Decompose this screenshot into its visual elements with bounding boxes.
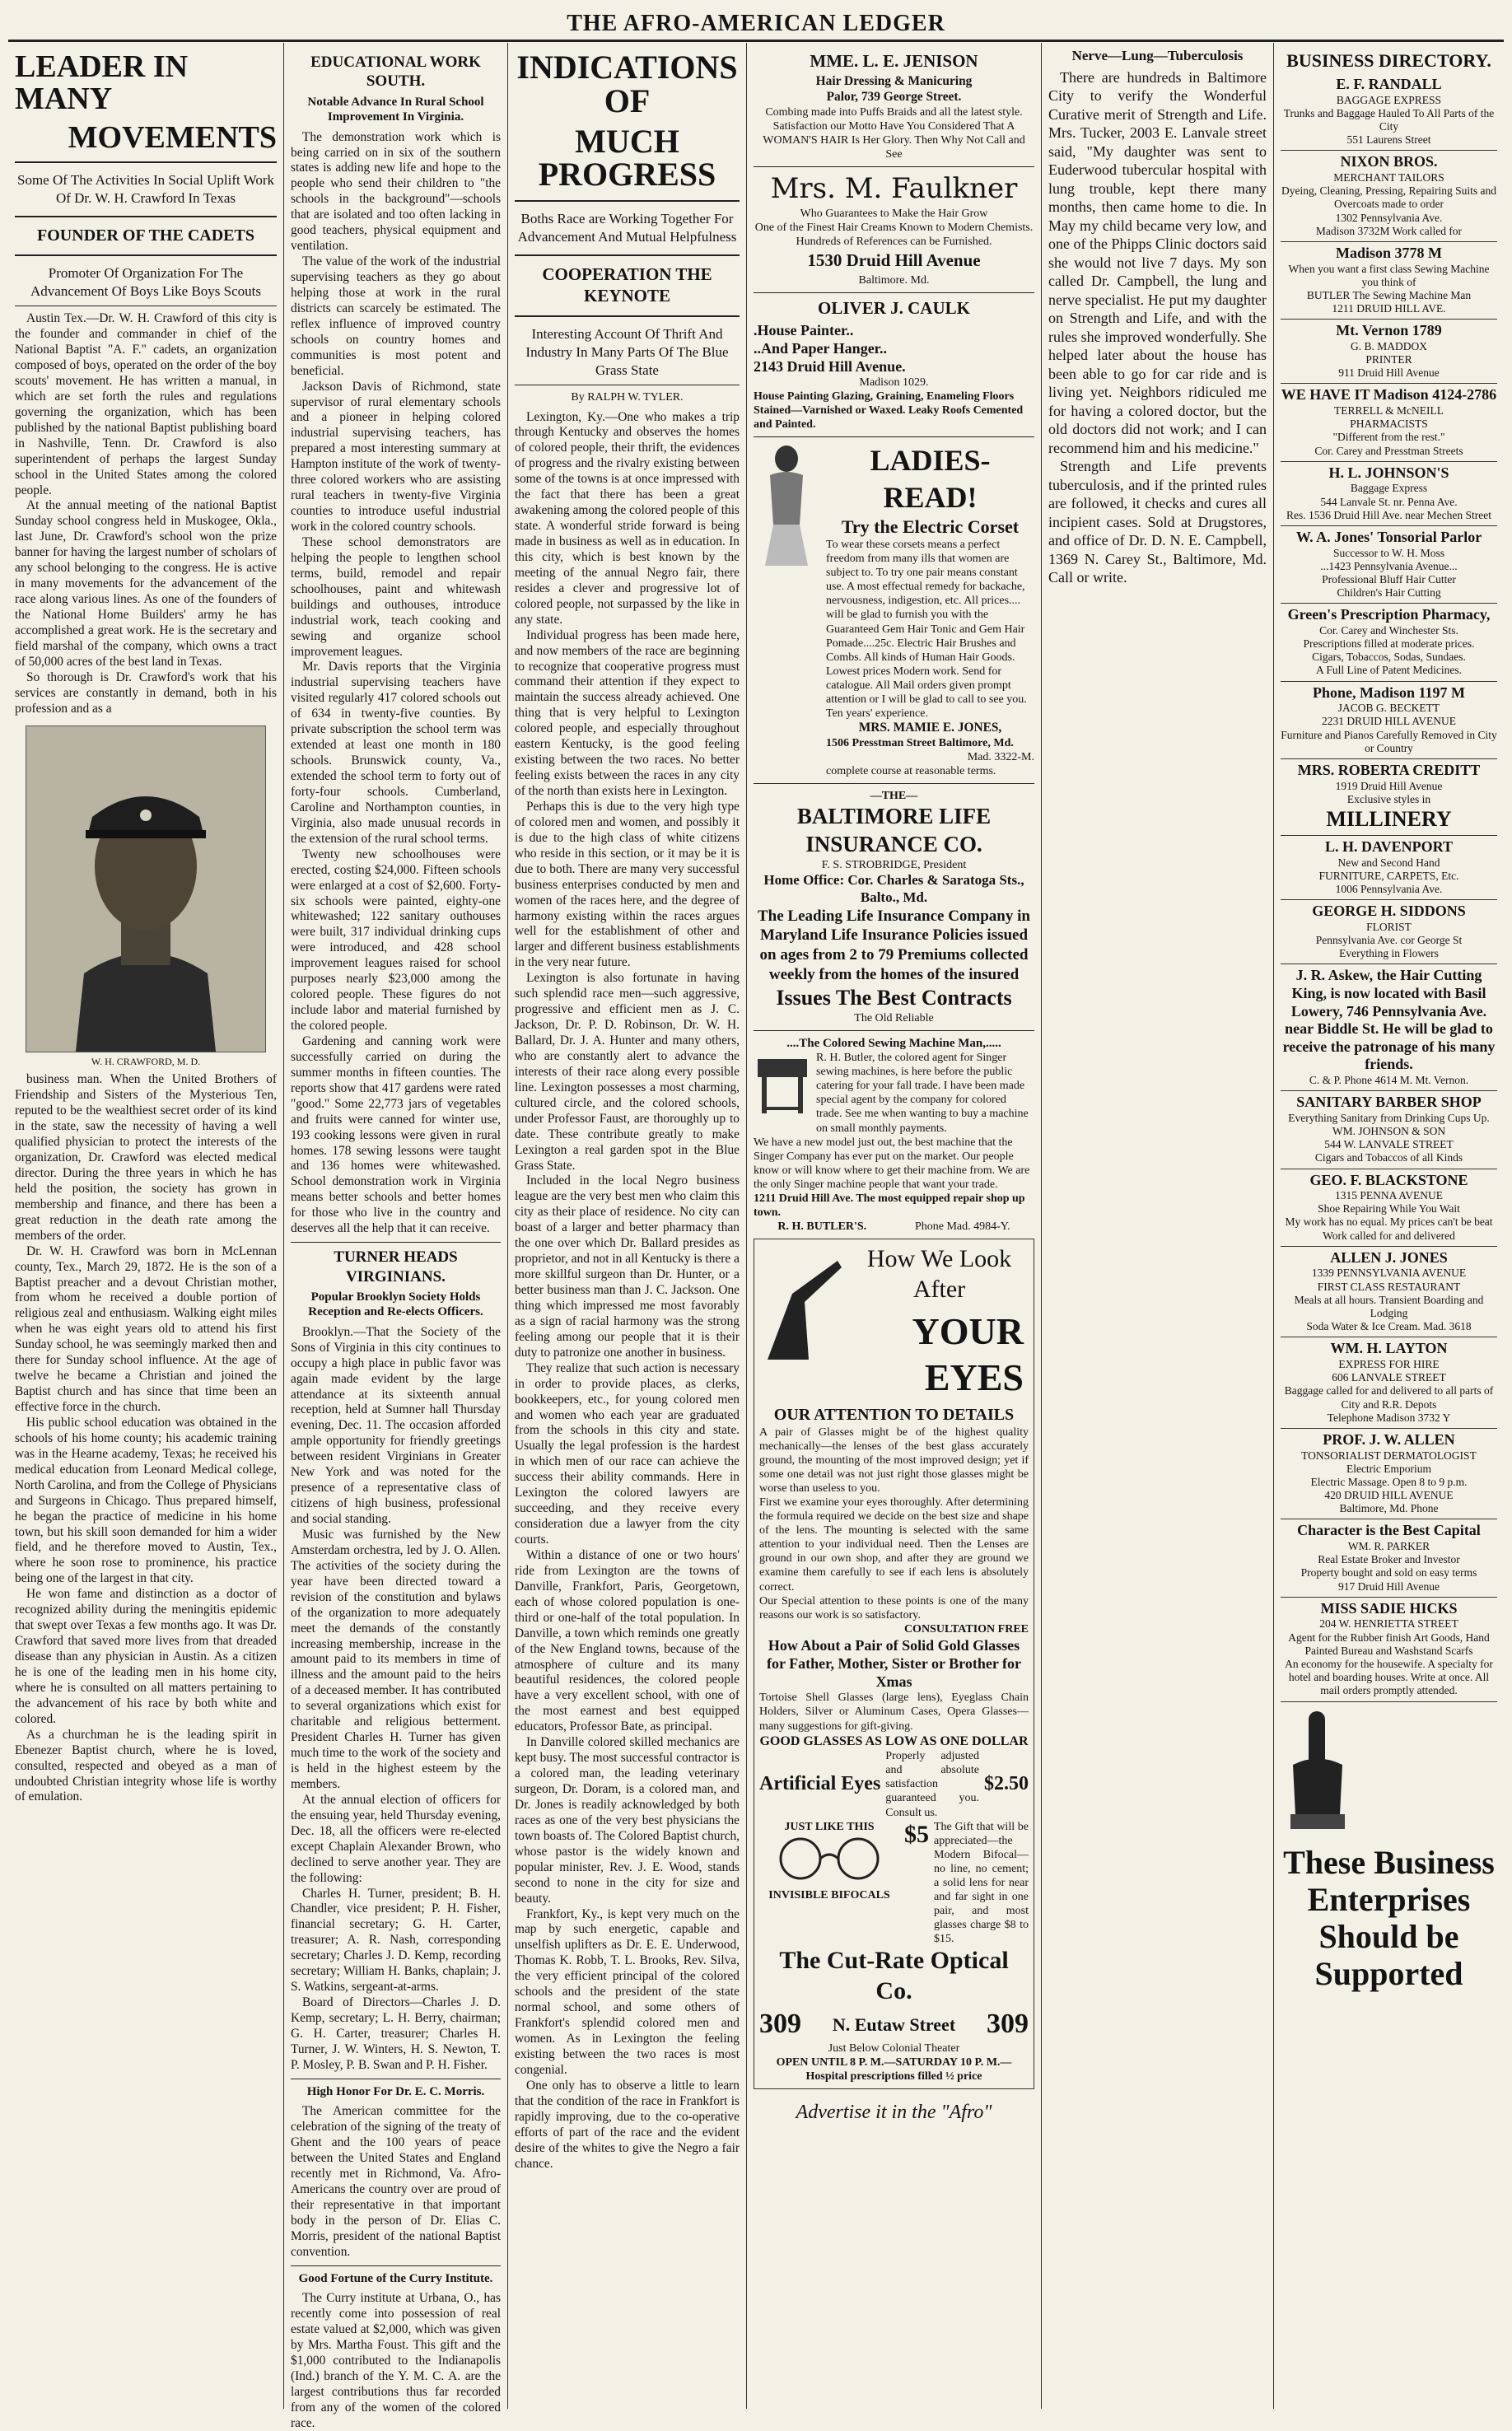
directory-entry-line: When you want a first class Sewing Machine you think of [1288, 262, 1490, 288]
divider [15, 161, 277, 163]
directory-entry-name: SANITARY BARBER SHOP [1296, 1094, 1482, 1111]
ad-body: To wear these corsets means a perfect freedom from many ills that women are subject to. To try one pair means constant use. A most effectual remedy for backache, nervousness, indigestion, etc. All prices.... will be glad to furnish you with the Guaranteed Gem Hair Tonic and Gem Hair Pomade....25c. Electric Hair Brushes and Combs. All kinds of Human Hair Goods. Lowest prices Modern work. Send for catalogue. All Mail orders given prompt attention or I will be glad to call to see you. Ten years' experience. [826, 539, 1027, 720]
directory-title: BUSINESS DIRECTORY. [1286, 50, 1491, 71]
divider [754, 1030, 1034, 1031]
ad-body: R. H. Butler, the colored agent for Singer sewing machines, is here before the public catering for your fall trade. I have been made special agent by the company for colored trade. See me when wanting to buy a machine on small monthly payments. [816, 1052, 1029, 1135]
ad-slogan: Issues The Best Contracts [776, 985, 1012, 1010]
ad-artificial-eyes: Artificial Eyes [759, 1773, 881, 1795]
ad-xmas: How About a Pair of Solid Gold Glasses for Father, Mother, Sister or Brother for Xmas [767, 1636, 1021, 1691]
ad-body-3: Our Special attention to these points is one of the many reasons our work is so satisfactory. [759, 1594, 1029, 1621]
directory-entry-line: Everything in Flowers [1339, 947, 1439, 960]
article-paragraph: Within a distance of one or two hours' ride from Lexington are the towns of Danville, Frankfort, Paris, Georgetown, each of whose colored population is one-third or one-half of the total population. In Danville, a town which reminds one greatly of the New England towns, because of the atmosphere of culture and its many beautiful residences, the colored people have a very excellent school, with one of the most earnest and best equipped educators, Professor Bate, as principal. [515, 1547, 740, 1734]
divider [515, 315, 740, 317]
closing-line: Should be [1318, 1918, 1459, 1956]
article-paragraph: Individual progress has been made here, and now members of the race are beginning to recognize that cooperative progress must command their attention if they expect to maintain the success already achieved. One thing that is very helpful to Lexington colored people, and especially throughout eastern Kentucky, is the good feeling existing between the two races. No better feeling exists between the races in any city of the north than exists here in Lexington. [515, 628, 740, 799]
directory-entry-line: Electric Emporium [1346, 1462, 1432, 1475]
directory-entry-name: J. R. Askew, the Hair Cutting King, is now located with Basil Lowery, 746 Pennsylvania Ave. near Biddle St. He will be glad to receive the patronage of his many friends. [1282, 967, 1496, 1073]
ad-dollar: GOOD GLASSES AS LOW AS ONE DOLLAR [759, 1733, 1029, 1748]
directory-entry [1281, 1429, 1497, 1520]
directory-entry-line: TERRELL & McNEILL [1334, 404, 1444, 418]
article-paragraph: business man. When the United Brothers of Friendship and Sisters of the Mysterious Ten, reputed to be the wealthiest secret order of its kind in the state, saw the necessity of having a well qualified physician to protect the interests of the organization, Dr. Crawford was elected medical director. During the three years in which he has held the position, the society has grown in membership and finance, and there has been a great reduction in the death rate among the members of the order. [15, 1072, 277, 1243]
ad-title: LADIES-READ! [870, 444, 991, 514]
directory-entry-name: PROF. J. W. ALLEN [1323, 1430, 1455, 1448]
article-paragraph: Dr. W. H. Crawford was born in McLennan county, Tex., March 29, 1872. He is the son of a Baptist preacher and a devout Christian mother, from whom he received a double portion of religious zeal and enthusiasm. Walking eight miles when he was eight years old to attend his first Sunday school, he was seemingly marked then and there for Sunday school influence. At the age of twelve he became a Christian and joined the Baptist church and has since that time been an effective force in the church. [15, 1243, 277, 1415]
directory-entry [1281, 526, 1497, 604]
directory-entry-line: EXPRESS FOR HIRE [1338, 1357, 1440, 1370]
divider [754, 783, 1034, 784]
article-paragraph: These school demonstrators are helping the people to lengthen school terms, build, remodel and repair schoolhouses, paint and whitewash buildings and outhouses, introduce industrial work, teach cooking and sewing and organize school improvement leagues. [291, 534, 501, 659]
ad-phone: Madison 1029. [859, 376, 929, 390]
directory-entry-line: Work called for and delivered [1323, 1229, 1455, 1242]
directory-entry [1281, 1169, 1497, 1247]
column-crawford [8, 43, 284, 2409]
directory-entry-line: WM. R. PARKER [1347, 1540, 1430, 1553]
ad-city: Baltimore. Md. [858, 273, 930, 287]
column-progress [508, 43, 747, 2409]
directory-entry-line: My work has no equal. My prices can't be beat [1285, 1216, 1493, 1229]
ad-address: 1506 Presstman Street Baltimore, Md. [826, 737, 1014, 750]
article-paragraph: Perhaps this is due to the very high type of colored men and women, and possibly it is due to the high class of white citizens who reside in this section, or it may be it is due to both. There are many very successful business enterprises conducted by men and women of the races here, and the degree of harmony existing within the races argues well for the establishment of other and larger and different business establishments in the very near future. [515, 799, 740, 970]
headline-line-1: INDICATIONS OF [516, 49, 738, 119]
directory-entry-name: Madison 3778 M [1335, 244, 1442, 261]
ad-headline: How We Look After [866, 1245, 1012, 1304]
closing-message [1281, 1845, 1497, 1992]
directory-entry [1281, 242, 1497, 320]
subheadline-2: Interesting Account Of Thrift And Industry In Many Parts Of The Blue Grass State [525, 326, 729, 379]
divider [754, 292, 1034, 293]
directory-entry-line: Prescriptions filled at moderate prices. [1303, 637, 1475, 651]
directory-entry [1281, 1519, 1497, 1597]
directory-entry-line: Trunks and Baggage Hauled To All Parts of the City [1283, 106, 1495, 133]
article-paragraph: They realize that such action is necessary in order to provide places, as clerks, bookkeepers, etc., for young colored men and women who each year are graduated from the schools in this city and state. Usually the legal profession is the hardest in which men of our race can achieve the success their ability commands. Here in Lexington the colored lawyers are succeeding, and they receive every consideration due a lawyer from the city courts. [515, 1360, 740, 1547]
directory-entry-line: FURNITURE, CARPETS, Etc. [1318, 869, 1459, 882]
directory-entry-line: Cor. Carey and Winchester Sts. [1319, 623, 1458, 637]
divider [754, 436, 1034, 437]
ad-title: BALTIMORE LIFE INSURANCE CO. [796, 804, 992, 856]
directory-entry-name: L. H. DAVENPORT [1324, 838, 1454, 856]
directory-entry-line: MERCHANT TAILORS [1333, 170, 1444, 184]
divider [515, 254, 740, 256]
article-paragraph: At the annual election of officers for the ensuing year, held Thursday evening, Dec. 18, all the officers were re-elected except Chaplain Alexander Brown, who declined to serve another year. They are the following: [291, 1792, 501, 1885]
directory-entry-line: Agent for the Rubber finish Art Goods, Hand Painted Bureau and Washstand Scarfs [1288, 1631, 1490, 1657]
article-heading: High Honor For Dr. E. C. Morris. [306, 2084, 485, 2098]
directory-entry-line: Madison 3732M Work called for [1315, 224, 1463, 237]
directory-entry-line: 204 W. HENRIETTA STREET [1319, 1617, 1458, 1631]
ad-body-2: We have a new model just out, the best machine that the Singer Company has ever put on the market. Our people know or will know where to get their machine from. We are the only Singer machine people that want your trade. [754, 1136, 1030, 1191]
ad-paragraph: Strength and Life prevents tuberculosis, and if the printed rules are followed, it checks and cures all incipient cases. Sold at Drugstores, and office of Dr. D. N. E. Campbell, 1369 N. Carey St., Baltimore, Md. Call or write. [1048, 458, 1267, 586]
directory-entry-line: 551 Laurens Street [1346, 133, 1431, 147]
article-paragraph: So thorough is Dr. Crawford's work that his services are constantly in demand, both in his profession and as a [15, 670, 277, 716]
subheadline: Some Of The Activities In Social Uplift Work Of Dr. W. H. Crawford In Texas [17, 172, 274, 207]
article-paragraph: Lexington is also fortunate in having such splendid race men—such aggressive, progressive and efficient men as J. C. Jackson, Dr. P. D. Robinson, Dr. W. H. Ballard, Dr. J. A. Hunter and many others, who are constantly alert to advance the interests of their race along every possible line. Lexington possesses a most charming, cultured circle, and the colored schools, under Professor Faust, are thoroughly up to date. These contribute greatly to make Lexington a real garden spot in the Blue Grass State. [515, 971, 740, 1173]
directory-entry-line: FIRST CLASS RESTAURANT [1317, 1280, 1461, 1293]
directory-entry [1281, 759, 1497, 836]
article-paragraph: Jackson Davis of Richmond, state supervisor of rural elementary schools and a pioneer in helping colored industrial supervising teachers, has prepared a most interesting summary at Hampton institute of the work of twenty-three colored workers who are assisting rural teachers in twenty-five Virginia counties to introduce useful industrial work in the colored country schools. [291, 379, 501, 534]
directory-entry-line: 1315 PENNA AVENUE [1334, 1189, 1443, 1202]
ad-hours: OPEN UNTIL 8 P. M.—SATURDAY 10 P. M.—Hospital prescriptions filled ½ price [776, 2056, 1012, 2083]
article-heading: Good Fortune of the Curry Institute. [298, 2271, 493, 2285]
directory-entry-name: Character is the Best Capital [1297, 1522, 1481, 1539]
ad-paragraph: There are hundreds in Baltimore City to verify the Wonderful Curative merit of Strength and Life. Mrs. Tucker, 2003 E. Lanvale street said, "My daughter was sent to Euderwood tubercular hospital with lung trouble, kept there many months, then came home to die. In May my child became very low, and one of the Phipps Clinic doctors said she would not live 7 days. My son called Dr. Campbell, the lung and nerve specialist. He put my daughter on Strength and Life, and with the rules she improved wonderfully. She helped later about the house has been able to go for car ride and is living yet. Neighbors ridiculed me for having a colored doctor, but the old doctors did not work; and I can recommend him and his medicine." [1048, 68, 1267, 456]
directory-entry-line: TONSORIALIST DERMATOLOGIST [1301, 1449, 1477, 1462]
article-paragraph: Music was furnished by the New Amsterdam orchestra, led by J. O. Allen. The activities of the society during the year have been directed toward a revision of the constitution and bylaws of the organization to more adequately meet the demands of the constantly increasing membership, increase in the amount paid to its members in time of illness and the amount paid to the heirs of a deceased member. It has contributed to several organizations which exist for charitable and religious betterment. President Charles H. Turner has given much time to the work of the society and is held in the highest esteem by the members. [291, 1527, 501, 1791]
article-paragraph: Lexington, Ky.—One who makes a trip through Kentucky and observes the homes of colored people, their thrift, the evidences of progress and the rivalry existing between some of the towns is at once impressed with the fact that there has been a great awakening among the colored people of this state. A wonderful stride forward is being made in business as well as in education. In this city, which is best known by the meeting of the annual Negro fair, there resides a clever and progressive lot of colored people, not surpassed by the like in any state. [515, 409, 740, 627]
directory-entry-line: 544 Lanvale St. nr. Penna Ave. [1320, 495, 1458, 508]
directory-entry-line: 917 Druid Hill Avenue [1337, 1579, 1440, 1593]
article-paragraph: In Danville colored skilled mechanics are kept busy. The most successful contractor is a colored man, the leading veterinary surgeon, Dr. Doram, is a colored man, and Dr. Jones is readily acknowledged by both races as one of the very best physicians the town boasts of. The Colored Baptist church, whose pastor is the widely known and popular minister, Rev. J. E. Wood, stands second to none in the city for size and beauty. [515, 1735, 740, 1906]
directory-entry [1281, 682, 1497, 759]
directory-entry-name: W. A. Jones' Tonsorial Parlor [1295, 528, 1482, 545]
ad-number-right: 309 [986, 2009, 1029, 2040]
directory-entry [1281, 1598, 1497, 1702]
ad-body: A pair of Glasses might be of the highest quality mechanically—the lenses of the best glass accurately ground, the mounting of the most improved design; yet if some one detail was not just right those glasses might be worse than useless to you. [759, 1425, 1029, 1495]
ad-subtitle: OUR ATTENTION TO DETAILS [773, 1406, 1015, 1425]
ad-invisible: INVISIBLE BIFOCALS [768, 1888, 890, 1901]
ad-body: Combing made into Puffs Braids and all the latest style. Satisfaction our Motto Have You Considered That A WOMAN'S HAIR Is Her Glory. Then Why Not Call and See [763, 105, 1025, 161]
directory-entry-name: ALLEN J. JONES [1330, 1248, 1448, 1266]
divider [291, 2265, 501, 2266]
ad-street: N. Eutaw Street [832, 2013, 956, 2035]
directory-entry [1281, 462, 1497, 526]
directory-entry-line: "Different from the rest." [1332, 431, 1445, 444]
directory-entry-line: Cor. Carey and Presstman Streets [1314, 444, 1463, 457]
divider [754, 166, 1034, 167]
masthead: THE AFRO-AMERICAN LEDGER [8, 0, 1504, 42]
article-paragraph: Charles H. Turner, president; B. H. Chandler, vice president; P. H. Fisher, financial secretary; G. H. Carter, treasurer; A. R. Nash, corresponding secretary; Charles J. D. Kemp, recording secretary; William H. Banks, chaplain; J. S. Watkins, sergeant-at-arms. [291, 1886, 501, 1995]
article-paragraph: He won fame and distinction as a doctor of recognized ability during the meningitis epidemic that swept over Texas a few months ago. It was Dr. Crawford that saved more lives from that dreaded disease than any physician in Austin. As a citizen he is one of the leading men in his home city, where he is consulted on all matters pertaining to the advancement of his race by both white and colored. [15, 1587, 277, 1726]
directory-entry [1281, 900, 1497, 964]
directory-entry-line: Successor to W. H. Moss [1332, 546, 1444, 559]
article-paragraph: Gardening and canning work were successfully carried on during the summer months in fifteen counties. The reports show that 417 gardens were rated "good." Some 22,773 jars of vegetables and fruits were canned for winter use, 193 cooking lessons were given in rural homes. 178 sewing lessons were taught and 136 homes were whitewashed. School demonstration work in Virginia means better schools and better homes for those who live in the country and deserves all the help that it can receive. [291, 1034, 501, 1236]
article-paragraph: One only has to observe a little to learn that the condition of the race in Frankfort is rapidly improving, due to the co-operative efforts of part of the race and the evident desire of the whites to give the Negro a fair chance. [515, 2078, 740, 2171]
directory-entry-line: Everything Sanitary from Drinking Cups Up. [1288, 1111, 1490, 1124]
spectacles-icon [763, 1834, 895, 1883]
directory-entry-line: 1919 Druid Hill Avenue [1335, 779, 1443, 792]
directory-entry-line: MILLINERY [1326, 806, 1452, 831]
ad-jenison [754, 51, 1034, 161]
finger-pointing-illustration [759, 1244, 850, 1368]
article-subheading: Popular Brooklyn Society Holds Reception and Re-elects Officers. [308, 1290, 483, 1319]
headline-line-2: MUCH PROGRESS [538, 122, 716, 194]
directory-list [1281, 73, 1497, 1701]
directory-entry-name: E. F. RANDALL [1336, 76, 1442, 93]
directory-entry-line: Property bought and sold on easy terms [1300, 1566, 1477, 1579]
ad-electric-corset [754, 442, 1034, 778]
directory-entry [1281, 964, 1497, 1091]
ad-line: ..And Paper Hanger.. [754, 339, 888, 357]
ad-five: $5 [904, 1820, 929, 1848]
article-heading: EDUCATIONAL WORK SOUTH. [310, 54, 481, 91]
ad-line: Hair Dressing & Manicuring [815, 73, 973, 88]
column-business-directory [1274, 43, 1504, 2409]
directory-entry-line: 1302 Pennsylvania Ave. [1335, 211, 1443, 224]
ad-address: 2143 Druid Hill Avenue. [754, 358, 906, 376]
ad-just-like: JUST LIKE THIS [784, 1820, 875, 1833]
directory-entry-line: Pennsylvania Ave. cor George St [1315, 934, 1463, 947]
divider [291, 1242, 501, 1243]
directory-entry-line: 420 DRUID HILL AVENUE [1324, 1489, 1454, 1502]
article-paragraph: As a churchman he is the leading spirit in Ebenezer Baptist church, where he is loved, consulted, respected and obeyed as a man of undoubted Christian integrity whose life is worthy of emulation. [15, 1727, 277, 1804]
article-paragraph: The American committee for the celebration of the signing of the treaty of Ghent and the 100 years of peace between the United States and England recently met in Richmond, Va. Afro-Americans the country over are proud of their representative in that important body in the person of Dr. Elias C. Morris, president of the national Baptist convention. [291, 2104, 501, 2259]
directory-entry-name: WM. H. LAYTON [1330, 1340, 1448, 1357]
directory-entry-line: C. & P. Phone 4614 M. Mt. Vernon. [1309, 1073, 1469, 1086]
article-paragraph: At the annual meeting of the national Baptist Sunday school congress held in Muskogee, Okla., last June, Dr. Crawford's school won the prize banner for having the largest number of scholars of any school belonging to the congress. He is active in many movements for the advancement of the race along various lines. As one of the founders of the National Home Builders' army he has accomplished a great work. He is the secretary and field marshal of the company, which owns a tract of 50,000 acres of the best land in Texas. [15, 498, 277, 669]
headline-line-2: MOVEMENTS [68, 119, 277, 155]
directory-entry-line: Real Estate Broker and Investor [1318, 1553, 1460, 1566]
article-paragraph: The demonstration work which is being carried on in six of the southern states is adding new life and hope to the people who send their children to "the schools in the background"—schools that are isolated and too often lacking in good teachers, physical equipment and ventilation. [291, 129, 501, 254]
ad-baltimore-life [754, 789, 1034, 1024]
directory-entry-line: Children's Hair Cutting [1337, 586, 1441, 600]
ad-body: The Leading Life Insurance Company in Maryland Life Insurance Policies issued on ages from 2 to 79 Premiums collected weekly from the homes of the insured [758, 907, 1030, 983]
directory-entry-line: Baggage Express [1350, 482, 1428, 495]
directory-entry-line: 1006 Pennsylvania Ave. [1335, 883, 1443, 896]
ad-line: Palor, 739 George Street. [826, 89, 962, 104]
directory-entry-line: BAGGAGE EXPRESS [1336, 93, 1442, 106]
article-paragraph: His public school education was obtained in the schools of his home county; his academic training was in the Hearne academy, Texas; he received his medical education from Leonard Medical college, North Carolina, and from the College of Physicians and Surgeons in Chicago. Thus prepared himself, he began the practice of medicine in his home town, but his skill soon demanded for him a wider field, and he therefore moved to Austin, Tex., where he soon rose to prominence, his practice being one of the largest in that city. [15, 1415, 277, 1586]
directory-entry-line: Soda Water & Ice Cream. Mad. 3618 [1306, 1320, 1472, 1333]
directory-entry-line: Exclusive styles in [1346, 792, 1431, 805]
directory-entry-line: 2231 DRUID HILL AVENUE [1321, 715, 1457, 728]
article-heading: TURNER HEADS VIRGINIANS. [334, 1248, 458, 1285]
ad-gifts: Tortoise Shell Glasses (large lens), Eyeglass Chain Holders, Silver or Aluminum Cases, Opera Glasses—many suggestions for gift-giving. [759, 1691, 1029, 1733]
ad-title: OLIVER J. CAULK [818, 297, 970, 318]
sewing-machine-illustration [754, 1051, 811, 1117]
directory-entry-line: Baltimore, Md. Phone [1339, 1502, 1439, 1515]
section-heading: FOUNDER OF THE CADETS [37, 226, 254, 245]
column-ads [747, 43, 1042, 2409]
portrait-photo [26, 726, 266, 1052]
divider [15, 216, 277, 217]
ad-name: R. H. BUTLER'S. [777, 1220, 867, 1234]
directory-entry-line: WM. JOHNSON & SON [1332, 1124, 1446, 1137]
article-paragraph: Austin Tex.—Dr. W. H. Crawford of this city is the founder and commander in chief of the National Baptist "A. F." cadets, an organization composed of boys, operated on the order of the boy scouts' movement. He has written a manual, in which are set forth the rules and regulations governing the organization, which has been published by the national Baptist publishing board in Nashville, Tenn. Dr. Crawford is also superintendent of perhaps the largest Sunday school in the United States among the colored people. [15, 311, 277, 497]
ad-title: ....The Colored Sewing Machine Man,..... [786, 1036, 1001, 1050]
ad-line: .House Painter.. [754, 321, 854, 338]
directory-entry-line: PHARMACISTS [1350, 418, 1428, 431]
article-paragraph: Brooklyn.—That the Society of the Sons of Virginia in this city continues to occupy a high place in public favor was again made evident by the large attendance at its sixteenth annual reception, held at Sumner hall Thursday evening, Dec. 11. The occasion afforded ample opportunity for friendly greetings between resident Virginians in Greater New York and was noted for the presence of a representative class of citizens of high business, professional and social standing. [291, 1324, 501, 1526]
article-paragraph: Mr. Davis reports that the Virginia industrial supervising teachers have visited regularly 417 colored schools out of 634 in twenty-five counties. By private subscription the school term was extended at least one month in 180 schools. Brunswick county, Va., extended the school term to forty out of forty-four schools. Cumberland, Caroline and Northampton counties, in Virginia, also made unusual records in the extension of the rural school terms. [291, 660, 501, 846]
directory-entry-name: Phone, Madison 1197 M [1312, 684, 1466, 701]
directory-entry-name: MISS SADIE HICKS [1320, 1599, 1458, 1617]
directory-entry [1281, 1337, 1497, 1429]
directory-entry-line: JACOB G. BECKETT [1337, 702, 1440, 715]
article-paragraph: The value of the work of the industrial supervising teachers as they go about helping those at work in the rural districts can scarcely be estimated. The reflex influence of improved country schools on country homes and communities is most potent and beneficial. [291, 254, 501, 378]
directory-entry-line: 1339 PENNSYLVANIA AVENUE [1311, 1267, 1467, 1280]
divider [15, 254, 277, 256]
divider [515, 200, 740, 202]
ad-company: The Cut-Rate Optical Co. [779, 1947, 1009, 2005]
directory-entry-name: H. L. JOHNSON'S [1328, 464, 1449, 481]
ad-line: One of the Finest Hair Creams Known to Modern Chemists. [754, 221, 1034, 234]
article-paragraph: Included in the local Negro business league are the very best men who claim this city as their place of residence. No city can boast of a larger and better pharmacy than the one over which Dr. Ballard presides as proprietor, and not in all Kentucky is there a more skillful surgeon than Dr. Hunter, or a better business man than J. C. Jackson. One thing which impressed me most favorably as a sign of racial harmony was the strong feeling among our people that it is their duty to patronize one another in business. [515, 1174, 740, 1360]
directory-entry [1281, 1247, 1497, 1338]
directory-entry-line: PRINTER [1365, 353, 1412, 366]
directory-entry-line: Cigars and Tobaccos of all Kinds [1314, 1151, 1463, 1164]
ad-president: F. S. STROBRIDGE, President [821, 858, 967, 871]
advertise-footer: Advertise it in the "Afro" [796, 2102, 992, 2124]
subheadline: Boths Race are Working Together For Advancement And Mutual Helpfulness [517, 211, 737, 245]
directory-entry-line: Telephone Madison 3732 Y [1327, 1411, 1451, 1424]
pointing-hand-icon [1281, 1707, 1355, 1831]
directory-entry-line: G. B. MADDOX [1350, 339, 1427, 352]
ad-big-title: YOUR EYES [912, 1309, 1024, 1399]
ad-kicker: —THE— [870, 790, 918, 803]
subheadline-2: Promoter Of Organization For The Advancement Of Boys Like Boys Scouts [30, 265, 261, 300]
directory-entry-line: Electric Massage. Open 8 to 9 p.m. [1310, 1475, 1468, 1488]
directory-entry-line: 606 LANVALE STREET [1332, 1371, 1446, 1384]
directory-entry [1281, 604, 1497, 681]
ad-title: MME. L. E. JENISON [810, 51, 978, 71]
directory-entry-name: WE HAVE IT Madison 4124-2786 [1281, 386, 1497, 404]
ad-name: MRS. MAMIE E. JONES, [858, 721, 1002, 735]
ad-price: $2.50 [984, 1773, 1029, 1795]
directory-entry [1281, 384, 1497, 461]
directory-entry-line: ...1423 Pennsylvania Avenue... [1320, 559, 1458, 572]
directory-entry-line: 911 Druid Hill Avenue [1338, 366, 1440, 380]
article-paragraph: The Curry institute at Urbana, O., has recently come into possession of real estate valued at $2,000, which was given by Mrs. Martha Foust. This gift and the $1,000 contributed to the Indianapolis (Ind.) branch of the Y. M. C. A. are the largest contributions thus far recorded from any of the women of the colored race. [291, 2291, 501, 2430]
article-subheading: Notable Advance In Rural School Improvement In Virginia. [307, 95, 484, 124]
directory-entry-line: An economy for the housewife. A specialty for hotel and boarding houses. Write at once. All mail orders promptly attended. [1285, 1657, 1493, 1697]
ad-number-left: 309 [759, 2009, 801, 2040]
directory-entry-line: Res. 1536 Druid Hill Ave. near Mechen Street [1286, 508, 1492, 521]
corset-lady-illustration [754, 442, 819, 566]
directory-entry-line: BUTLER The Sewing Machine Man [1306, 288, 1472, 301]
ad-line: Who Guarantees to Make the Hair Grow [800, 207, 988, 220]
column-tuberculosis [1042, 43, 1274, 2409]
article-paragraph: Twenty new schoolhouses were erected, costing $24,000. Fifteen schools were enlarged at a cost of $2,600. Forty-six schools were painted, eighty-one whitewashed; 122 sanitary outhouses were built, 317 individual drinking cups were introduced, and 428 school improvement leagues raised for school purposes nearly $23,000 among the colored people. These figures do not include labor and material furnished by the colored people. [291, 847, 501, 1034]
ad-gift: The Gift that will be appreciated—the Modern Bifocal—no line, no cement; a solid lens for near and far sight in one pair, and most glasses charge $8 to $15. [934, 1820, 1029, 1946]
ad-sewing-machine [754, 1036, 1034, 1234]
directory-entry [1281, 151, 1497, 242]
column-container [8, 43, 1504, 2430]
directory-entry-line: New and Second Hand [1337, 856, 1440, 869]
ad-body: House Painting Glazing, Graining, Enameling Floors Stained—Varnished or Waxed. Leaky Roofs Cemented and Painted. [754, 390, 1024, 432]
ad-consult: CONSULTATION FREE [903, 1622, 1029, 1635]
directory-entry-name: Mt. Vernon 1789 [1336, 322, 1442, 339]
article-paragraph: Board of Directors—Charles J. D. Kemp, secretary; L. H. Berry, chairman; G. H. Carter, treasurer; Charles H. Turner, J. W. Winters, H. S. Newton, T. P. Mosley, P. B. Swan and P. H. Fisher. [291, 1995, 501, 2072]
directory-entry-name: GEO. F. BLACKSTONE [1309, 1171, 1468, 1188]
ad-caulk [754, 298, 1034, 432]
directory-entry-line: Meals at all hours. Transient Boarding and Lodging [1294, 1293, 1484, 1320]
ad-below: Just Below Colonial Theater [828, 2041, 960, 2055]
ad-faulkner [754, 172, 1034, 287]
ad-subtitle: Try the Electric Corset [841, 516, 1020, 538]
directory-entry-line: 544 W. LANVALE STREET [1324, 1138, 1454, 1151]
directory-entry-line: Baggage called for and delivered to all parts of City and R.R. Depots [1284, 1384, 1494, 1411]
closing-line: These Business [1283, 1844, 1495, 1882]
directory-entry-name: Green's Prescription Pharmacy, [1287, 606, 1491, 623]
ad-line: Hundreds of References can be Furnished. [796, 235, 992, 248]
ad-heading: Nerve—Lung—Tuberculosis [1071, 48, 1244, 63]
portrait-illustration [26, 726, 265, 1052]
byline: By RALPH W. TYLER. [571, 391, 684, 404]
ad-phone: Mad. 3322-M. [967, 751, 1034, 764]
directory-entry [1281, 1091, 1497, 1169]
directory-entry-name: MRS. ROBERTA CREDITT [1297, 761, 1481, 778]
ad-artificial-body: Properly adjusted and absolute satisfaction guaranteed you. Consult us. [885, 1750, 979, 1819]
ad-office: Home Office: Cor. Charles & Saratoga Sts., Balto., Md. [763, 871, 1024, 905]
directory-entry-line: 1211 DRUID HILL AVE. [1332, 302, 1446, 315]
directory-entry-line: A Full Line of Patent Medicines. [1316, 664, 1462, 677]
directory-entry-line: FLORIST [1366, 920, 1412, 933]
ad-phone: Phone Mad. 4984-Y. [914, 1220, 1010, 1234]
directory-entry [1281, 73, 1497, 151]
portrait-caption: W. H. CRAWFORD, M. D. [91, 1055, 201, 1067]
headline-line-1: LEADER IN MANY [15, 49, 189, 116]
directory-entry-name: GEORGE H. SIDDONS [1312, 903, 1466, 920]
directory-entry-line: Dyeing, Cleaning, Pressing, Repairing Suits and Overcoats made to order [1281, 184, 1496, 211]
directory-entry-line: Cigars, Tobaccos, Sodas, Sundaes. [1312, 651, 1466, 664]
ad-title: Mrs. M. Faulkner [770, 172, 1018, 206]
directory-entry [1281, 320, 1497, 384]
directory-entry [1281, 836, 1497, 900]
closing-line: Enterprises [1307, 1881, 1471, 1919]
ad-footnote: complete course at reasonable terms. [826, 765, 996, 778]
ad-optical [754, 1239, 1034, 2089]
column-education [284, 43, 508, 2430]
ad-body-2: First we examine your eyes thoroughly. After determining the formula required we decide on the best size and shape of the lens. The mounting is selected with the same attention to your individual need. Then the Lenses are ground in our own shop, and after they are ground we examine them carefully to see if each lens is absolutely correct. [759, 1496, 1029, 1593]
closing-line: Supported [1314, 1954, 1463, 1992]
directory-entry-name: NIXON BROS. [1340, 153, 1438, 170]
ad-address: 1211 Druid Hill Ave. The most equipped repair shop up town. [754, 1192, 1025, 1219]
directory-entry-line: Furniture and Pianos Carefully Removed in City or Country [1281, 728, 1497, 754]
article-paragraph: Frankfort, Ky., is kept very much on the map by such energetic, capable and unselfish uplifters as Dr. E. E. Underwood, Thomas K. Robb, T. L. Brooks, Rev. Silva, the very efficient principal of the colored schools and the president of the state normal school, and some others of Frankfort's splendid colored men and women. As in Lexington the feeling existing between the two races is most congenial. [515, 1906, 740, 2077]
ad-tagline: The Old Reliable [854, 1011, 934, 1024]
section-heading: COOPERATION THE KEYNOTE [542, 264, 712, 306]
directory-entry-line: Professional Bluff Hair Cutter [1322, 572, 1456, 586]
directory-entry-line: Shoe Repairing While You Wait [1318, 1202, 1460, 1216]
ad-address: 1530 Druid Hill Avenue [807, 250, 981, 271]
